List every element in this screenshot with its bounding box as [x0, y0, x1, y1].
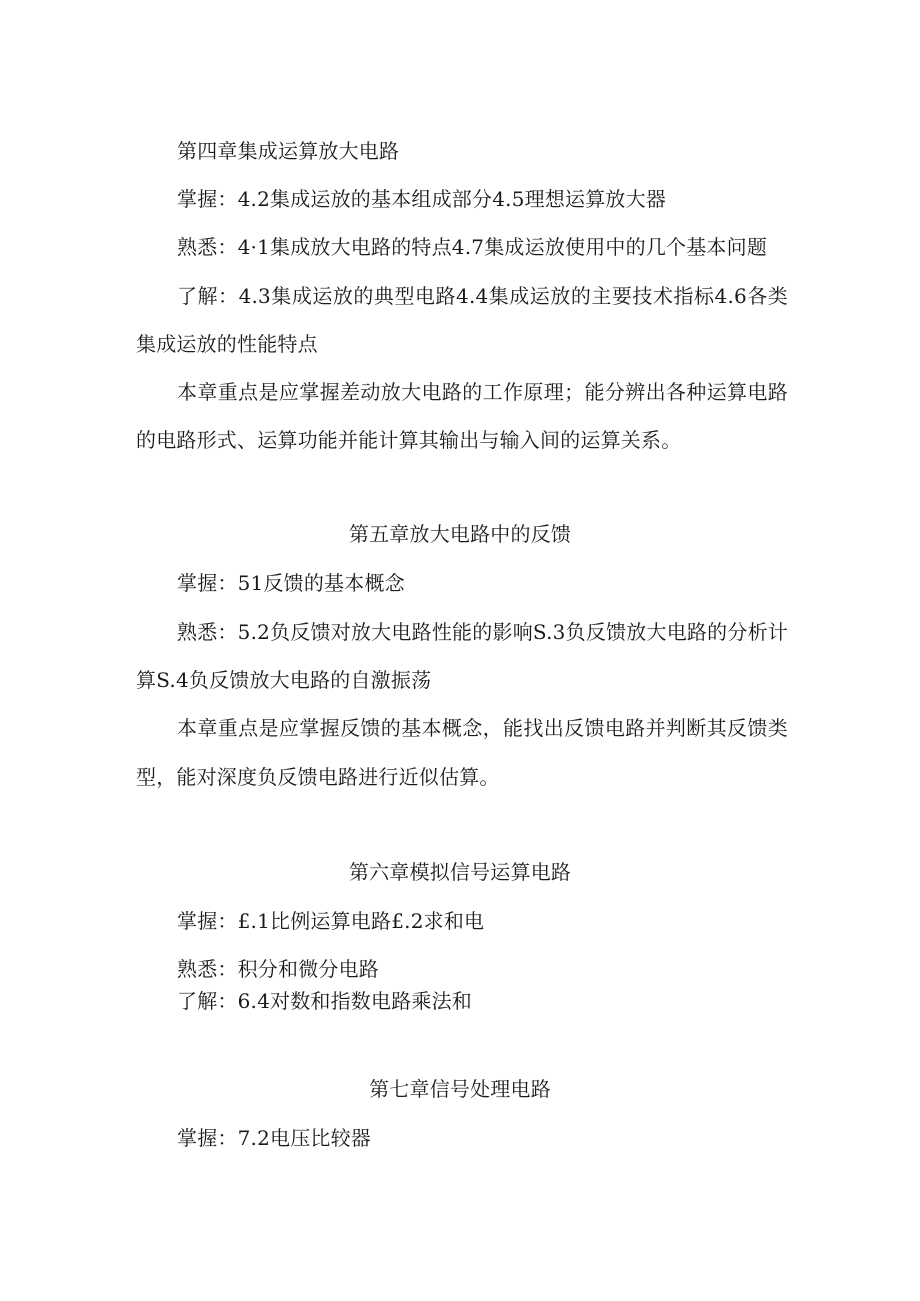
chapter-5-master: 掌握：51反馈的基本概念 [177, 571, 405, 595]
chapter-5-focus-line-1: 本章重点是应掌握反馈的基本概念，能找出反馈电路并判断其反馈类 [177, 716, 788, 740]
chapter-4-title: 第四章集成运算放大电路 [177, 139, 400, 163]
chapter-4-understand-line-1: 了解：4.3集成运放的典型电路4.4集成运放的主要技术指标4.6各类 [177, 284, 788, 308]
chapter-4-understand-line-2: 集成运放的性能特点 [136, 332, 318, 356]
chapter-6-understand: 了解：6.4对数和指数电路乘法和 [177, 989, 473, 1013]
chapter-5-title: 第五章放大电路中的反馈 [348, 522, 572, 546]
chapter-6-title: 第六章模拟信号运算电路 [348, 860, 572, 884]
chapter-5-focus-line-2: 型，能对深度负反馈电路进行近似估算。 [136, 765, 500, 789]
chapter-5-familiar-line-1: 熟悉：5.2负反馈对放大电路性能的影响S.3负反馈放大电路的分析计 [177, 620, 788, 644]
chapter-4-familiar: 熟悉：4·1集成放大电路的特点4.7集成运放使用中的几个基本问题 [177, 235, 768, 259]
chapter-7-master: 掌握：7.2电压比较器 [177, 1126, 372, 1150]
chapter-6-familiar: 熟悉：积分和微分电路 [177, 957, 379, 981]
chapter-6-master: 掌握：£.1比例运算电路£.2求和电 [177, 909, 485, 933]
chapter-4-master: 掌握：4.2集成运放的基本组成部分4.5理想运算放大器 [177, 187, 667, 211]
chapter-4-focus-line-1: 本章重点是应掌握差动放大电路的工作原理；能分辨出各种运算电路 [177, 380, 788, 404]
chapter-7-title: 第七章信号处理电路 [369, 1077, 551, 1101]
chapter-5-familiar-line-2: 算S.4负反馈放大电路的自激振荡 [136, 668, 432, 692]
chapter-4-focus-line-2: 的电路形式、运算功能并能计算其输出与输入间的运算关系。 [136, 428, 682, 452]
